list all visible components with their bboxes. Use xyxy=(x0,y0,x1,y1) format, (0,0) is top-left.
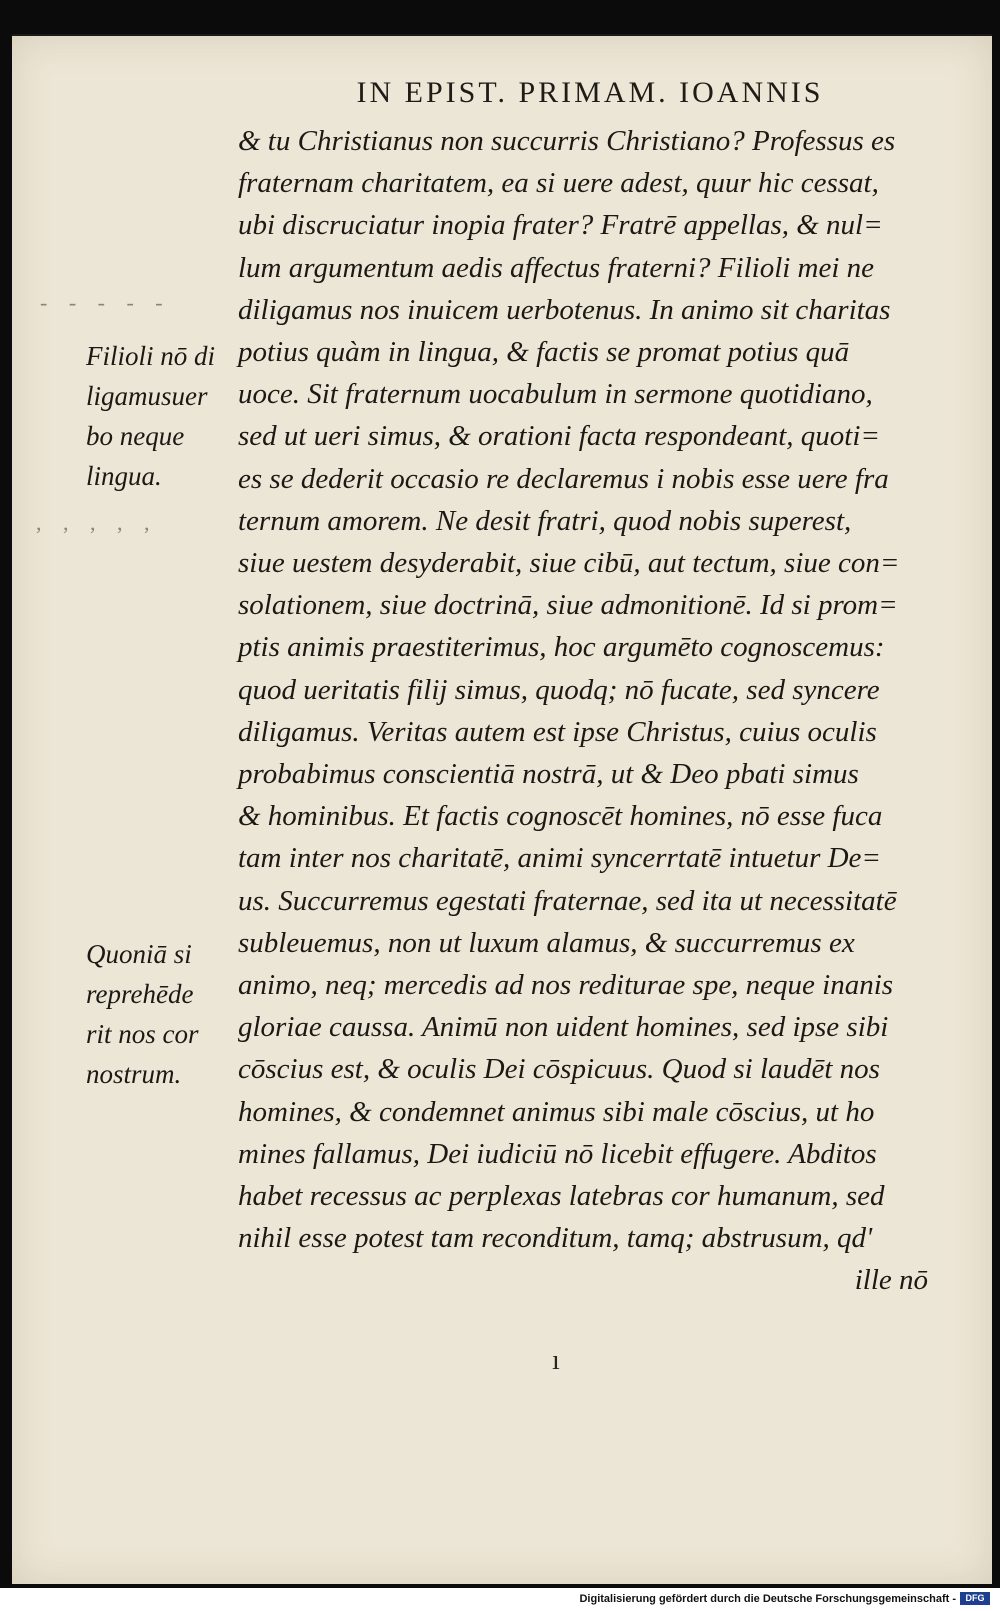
guide-dashes-upper: - - - - - xyxy=(40,290,171,315)
text-line: nihil esse potest tam reconditum, tamq; abstrusum, qd' xyxy=(238,1222,873,1255)
digitization-footer xyxy=(0,1588,1000,1611)
text-line: mines fallamus, Dei iudiciū nō licebit effugere. Abditos xyxy=(238,1137,877,1170)
text-line: ptis animis praestiterimus, hoc argumēto cognoscemus: xyxy=(238,631,885,664)
footer-credit: Digitalisierung gefördert durch die Deutsche Forschungsgemeinschaft - xyxy=(579,1593,956,1605)
text-line: probabimus conscientiā nostrā, ut & Deo pbati simus xyxy=(238,758,859,791)
main-text-block xyxy=(238,120,928,1302)
running-title: IN EPIST. PRIMAM. IOANNIS xyxy=(356,76,824,109)
text-line: animo, neq; mercedis ad nos rediturae spe, neque inanis xyxy=(238,969,894,1002)
text-line: ubi discruciatur inopia frater? Fratrē appellas, & nul= xyxy=(238,209,883,242)
text-line: subleuemus, non ut luxum alamus, & succurremus ex xyxy=(238,926,855,959)
text-line: lum argumentum aedis affectus fraterni? Filioli mei ne xyxy=(238,251,875,284)
text-line: & tu Christianus non succurris Christiano? Professus es xyxy=(238,125,896,157)
marginal-note-1 xyxy=(86,336,236,496)
text-line: ternum amorem. Ne desit fratri, quod nobis superest, xyxy=(238,504,852,537)
marginal-note-line: reprehēde xyxy=(86,979,194,1009)
text-line: & hominibus. Et factis cognoscēt homines, nō esse fuca xyxy=(238,800,883,833)
marginal-note-line: ligamusuer xyxy=(86,381,208,411)
marginal-note-line: bo neque xyxy=(86,421,185,451)
text-line: cōscius est, & oculis Dei cōspicuus. Quod si laudēt nos xyxy=(238,1053,880,1086)
marginal-note-line: rit nos cor xyxy=(86,1019,199,1049)
text-line: solationem, siue doctrinā, siue admonitionē. Id si prom= xyxy=(238,589,898,622)
text-line: us. Succurremus egestati fraternae, sed ita ut necessitatē xyxy=(238,884,897,917)
marginal-note-line: lingua. xyxy=(86,461,162,491)
marginal-note-line: Quoniā si xyxy=(86,939,192,969)
text-line: habet recessus ac perplexas latebras cor humanum, sed xyxy=(238,1180,885,1213)
text-line: homines, & condemnet animus sibi male cōscius, ut ho xyxy=(238,1095,875,1128)
text-line: potius quàm in lingua, & factis se promat potius quā xyxy=(238,336,850,369)
dfg-logo: DFG xyxy=(960,1592,990,1605)
text-line: uoce. Sit fraternum uocabulum in sermone quotidiano, xyxy=(238,378,873,411)
guide-dashes-lower: , , , , , xyxy=(36,510,158,535)
text-line: diligamus. Veritas autem est ipse Christus, cuius oculis xyxy=(238,715,877,748)
text-line: tam inter nos charitatē, animi syncerrtatē intuetur De= xyxy=(238,842,881,875)
text-line: gloriae caussa. Animū non uident homines, sed ipse sibi xyxy=(238,1011,889,1044)
text-line: sed ut ueri simus, & orationi facta respondeant, quoti= xyxy=(238,420,880,453)
catchword: ille nō xyxy=(854,1264,928,1297)
signature-mark: ı xyxy=(552,1345,560,1376)
text-line: quod ueritatis filij simus, quodq; nō fucate, sed syncere xyxy=(238,673,880,706)
text-line: siue uestem desyderabit, siue cibū, aut tectum, siue con= xyxy=(238,547,900,580)
text-line: es se dederit occasio re declaremus i nobis esse uere fra xyxy=(238,462,889,495)
text-line: diligamus nos inuicem uerbotenus. In animo sit charitas xyxy=(238,293,891,326)
marginal-note-2 xyxy=(86,934,236,1094)
text-line: fraternam charitatem, ea si uere adest, quur hic cessat, xyxy=(238,167,879,200)
marginal-note-line: nostrum. xyxy=(86,1059,182,1089)
marginal-note-line: Filioli nō di xyxy=(86,341,216,371)
